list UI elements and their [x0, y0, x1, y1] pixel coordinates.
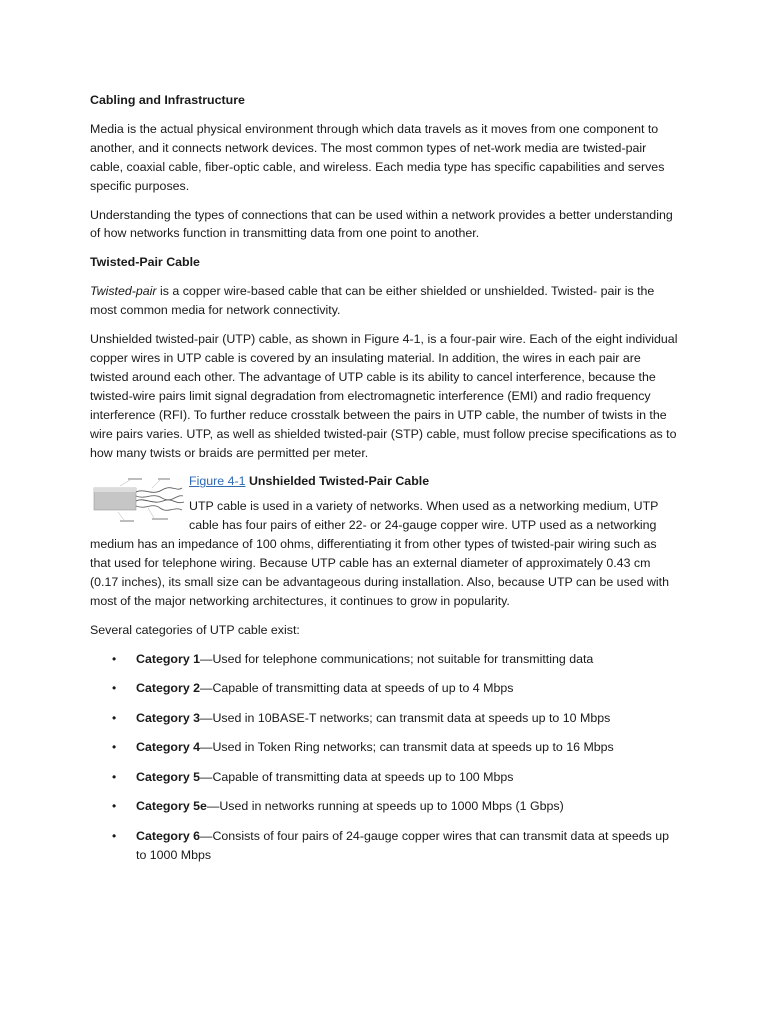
bullet-icon: •	[112, 740, 117, 755]
category-description: —Capable of transmitting data at speeds up to 100 Mbps	[200, 769, 514, 784]
category-name: Category 4	[136, 740, 201, 755]
paragraph-media: Media is the actual physical environment through which data travels as it moves from one component to another, and it connects network devices. The most common types of net-work media are twisted-pair cable, coaxial cable, fiber-optic cable, and wireless. Each media type has specific capabilities and serves specific purposes.	[90, 121, 665, 193]
list-item	[90, 768, 680, 787]
paragraph-understanding: Understanding the types of connections that can be used within a network provides a better understanding of how networks function in transmitting data from one point to another.	[90, 207, 673, 241]
list-item	[90, 797, 680, 816]
document-title: Cabling and Infrastructure	[90, 93, 245, 107]
paragraph-utp-usage: UTP cable is used in a variety of networks. When used as a networking medium, UTP cable has four pairs of either 22- or 24-gauge copper wire. UTP used as a networking medium has an impedance of 100 ohms, differentiating it from other types of twisted-pair wiring such as that used for telephone wiring. Because UTP cable has an external diameter of approximately 0.43 cm (0.17 inches), its small size can be advantageous during installation. Also, because UTP can be used with most of the major networking architectures, it continues to grow in popularity.	[90, 499, 670, 608]
paragraph-twisted-pair	[90, 282, 680, 320]
category-description: —Used in networks running at speeds up to 1000 Mbps (1 Gbps)	[206, 799, 564, 814]
category-name: Category 6	[136, 828, 201, 843]
bullet-icon: •	[112, 799, 117, 814]
category-description: —Consists of four pairs of 24-gauge copper wires that can transmit data at speeds up to 1000 Mbps	[136, 828, 670, 862]
category-description: —Used in 10BASE-T networks; can transmit data at speeds up to 10 Mbps	[200, 710, 611, 725]
list-item	[90, 650, 680, 669]
bullet-icon: •	[112, 710, 117, 725]
category-description: —Capable of transmitting data at speeds of up to 4 Mbps	[200, 681, 514, 696]
category-name: Category 1	[136, 651, 201, 666]
bullet-icon: •	[112, 651, 117, 666]
figure-title: Unshielded Twisted-Pair Cable	[248, 474, 430, 489]
category-name: Category 2	[136, 681, 201, 696]
category-description: —Used in Token Ring networks; can transmit data at speeds up to 16 Mbps	[200, 740, 614, 755]
list-item	[90, 709, 680, 728]
figure-block	[90, 472, 680, 610]
bullet-icon: •	[112, 681, 117, 696]
paragraph-utp: Unshielded twisted-pair (UTP) cable, as shown in Figure 4-1, is a four-pair wire. Each of the eight individual copper wires in UTP cable is covered by an insulating material. In addition, the wires in each pair are twisted around each other. The advantage of UTP cable is its ability to cancel interference, because the twisted-wire pairs limit signal degradation from electromagnetic interference (EMI) and radio frequency interference (RFI). To further reduce crosstalk between the pairs in UTP cable, the number of twists in the wire pairs varies. UTP, as well as shielded twisted-pair (STP) cable, must follow precise specifications as to how many twists or braids are permitted per meter.	[90, 332, 678, 460]
section-heading-twisted-pair: Twisted-Pair Cable	[90, 255, 200, 270]
term-twisted-pair: Twisted-pair	[90, 284, 157, 299]
list-item	[90, 827, 680, 865]
category-list	[90, 650, 680, 865]
bullet-icon: •	[112, 828, 117, 843]
list-item	[90, 738, 680, 757]
figure-text	[189, 472, 680, 491]
category-description: —Used for telephone communications; not suitable for transmitting data	[200, 651, 594, 666]
figure-caption	[189, 472, 680, 491]
figure-4-1-link[interactable]: Figure 4-1	[189, 474, 246, 489]
category-name: Category 3	[136, 710, 201, 725]
list-item	[90, 679, 680, 698]
paragraph-categories-intro: Several categories of UTP cable exist:	[90, 622, 300, 637]
utp-cable-figure-image	[90, 474, 189, 528]
document-body	[90, 91, 680, 875]
twisted-pair-description: is a copper wire-based cable that can be either shielded or unshielded. Twisted- pair is the most common media for network connectivity.	[90, 284, 655, 318]
category-name: Category 5	[136, 769, 201, 784]
bullet-icon: •	[112, 769, 117, 784]
category-name: Category 5e	[136, 799, 207, 814]
